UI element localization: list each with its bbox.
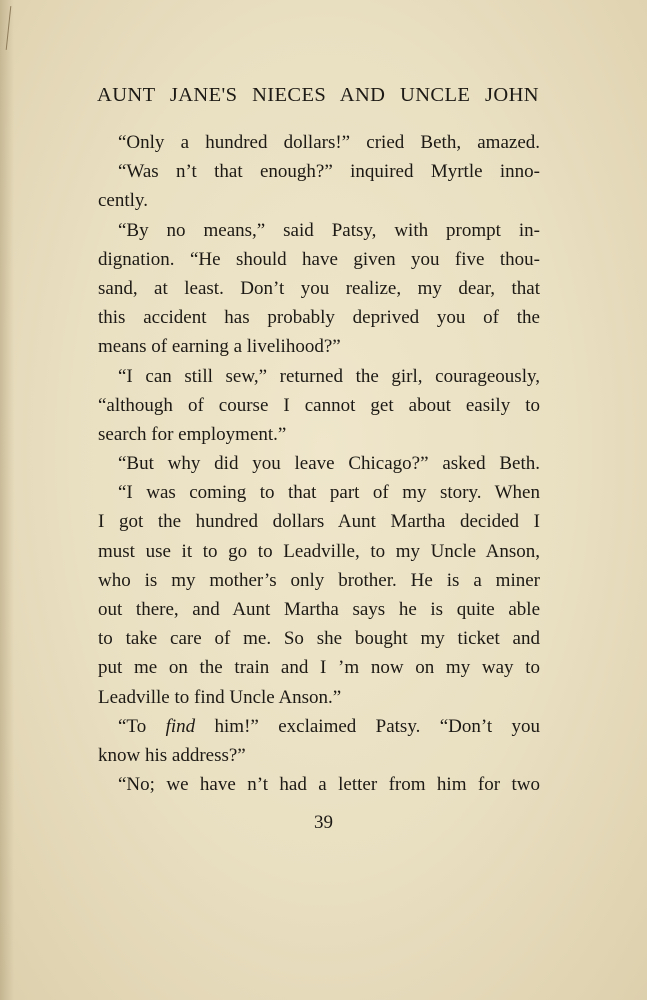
text-line: sand, at least. Don’t you realize, my dear, that <box>98 277 540 299</box>
text-line: must use it to go to Leadville, to my Uncle Anson, <box>98 540 540 562</box>
text-line: search for employment.” <box>98 423 287 445</box>
text-line: “By no means,” said Patsy, with prompt in- <box>118 219 540 241</box>
text-line: know his address?” <box>98 744 246 766</box>
text-line: “Only a hundred dollars!” cried Beth, amazed. <box>118 132 540 153</box>
text-line: “No; we have n’t had a letter from him for two <box>118 774 540 796</box>
text-line: who is my mother’s only brother. He is a miner <box>98 569 540 591</box>
text-line: out there, and Aunt Martha says he is quite able <box>98 599 540 620</box>
text-line: “I can still sew,” returned the girl, courageously, <box>118 365 540 387</box>
body-text <box>98 128 540 799</box>
text-line: “But why did you leave Chicago?” asked Beth. <box>118 453 540 475</box>
italic-word: find <box>165 715 196 737</box>
text-line: dignation. “He should have given you five thou- <box>98 248 540 270</box>
text-line: “To find him!” exclaimed Patsy. “Don’t you <box>118 715 540 737</box>
text-line: “Was n’t that enough?” inquired Myrtle inno- <box>118 161 540 183</box>
text-line: this accident has probably deprived you of the <box>98 307 540 329</box>
page-number: 39 <box>314 812 333 833</box>
text-line: to take care of me. So she bought my ticket and <box>98 628 540 650</box>
page-gutter-shadow <box>0 0 14 1000</box>
text-line: cently. <box>98 190 148 212</box>
text-line: means of earning a livelihood?” <box>98 336 341 358</box>
running-head: AUNT JANE'S NIECES AND UNCLE JOHN <box>97 84 539 106</box>
text-line: “I was coming to that part of my story. When <box>118 482 540 504</box>
text-line: “although of course I cannot get about easily to <box>98 394 540 416</box>
text-line: Leadville to find Uncle Anson.” <box>98 686 342 708</box>
text-line: put me on the train and I ’m now on my way to <box>98 657 540 679</box>
text-line: I got the hundred dollars Aunt Martha decided I <box>98 511 540 533</box>
